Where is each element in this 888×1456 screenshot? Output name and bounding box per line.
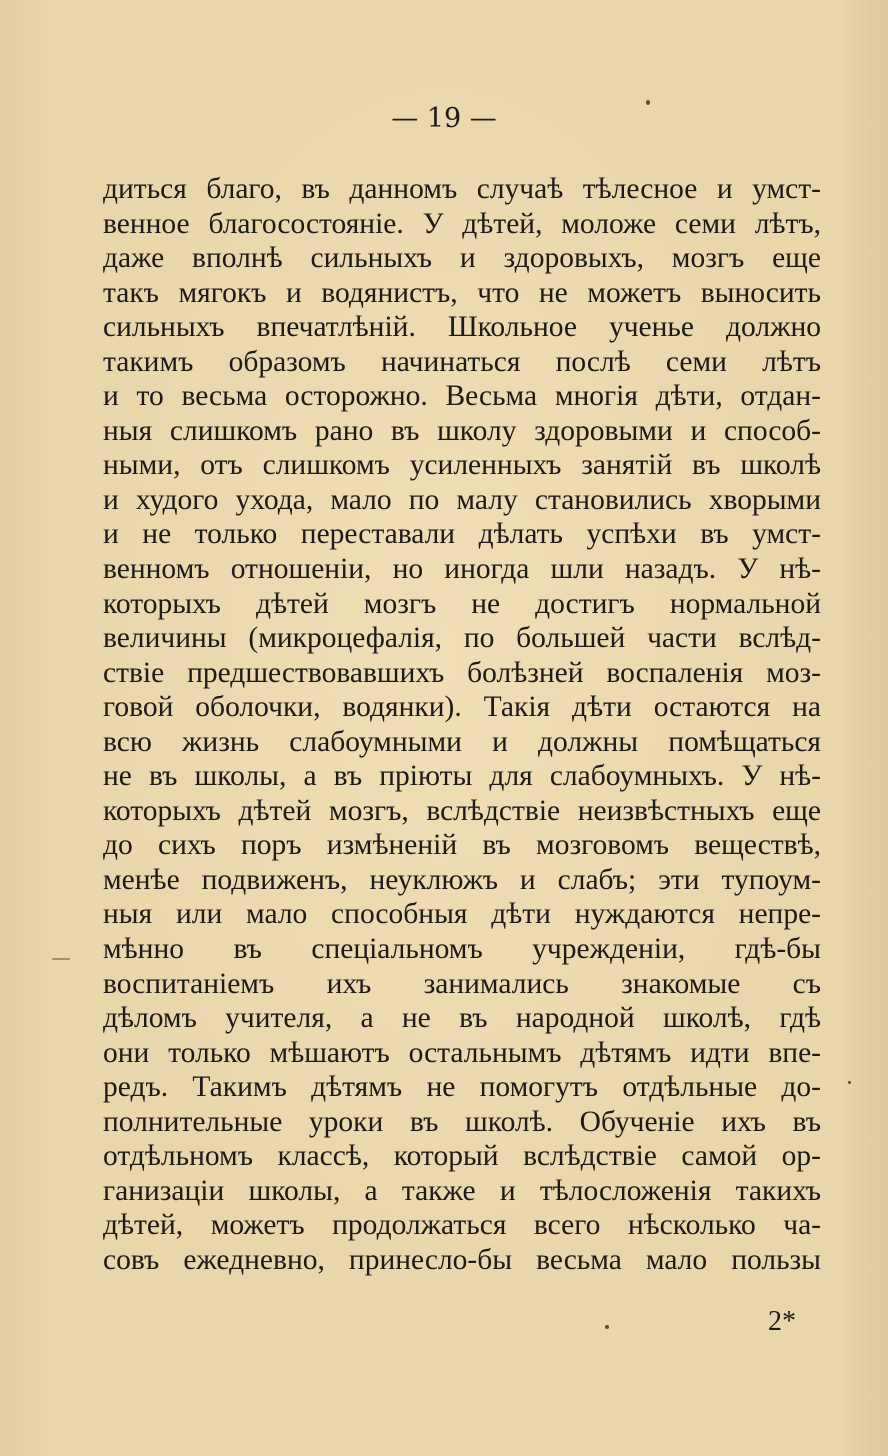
text-line: менѣе подвиженъ, неуклюжъ и слабъ; эти тупоум- — [103, 863, 821, 896]
text-line: и не только переставали дѣлать успѣхи въ умст- — [103, 518, 821, 551]
paper-speck — [646, 100, 650, 105]
paper-speck — [605, 1325, 609, 1329]
text-line: даже вполнѣ сильныхъ и здоровыхъ, мозгъ еще — [103, 242, 821, 275]
text-line: ными, отъ слишкомъ усиленныхъ занятій въ школѣ — [103, 449, 821, 482]
text-line: воспитаніемъ ихъ занимались знакомые съ — [103, 967, 821, 1000]
text-line: ганизаціи школы, а также и тѣлосложенія такихъ — [103, 1174, 821, 1207]
text-line: ныя или мало способныя дѣти нуждаются непре- — [103, 898, 821, 931]
page-number: — 19 — — [391, 103, 497, 134]
paper-speck — [848, 1081, 851, 1084]
text-line: которыхъ дѣтей мозгъ, вслѣдствіе неизвѣстныхъ еще — [103, 794, 821, 827]
text-line: не въ школы, а въ пріюты для слабоумныхъ. У нѣ- — [103, 760, 821, 793]
text-line: они только мѣшаютъ остальнымъ дѣтямъ идти впе- — [103, 1036, 821, 1069]
printer-signature: 2* — [768, 1306, 796, 1337]
text-line: сильныхъ впечатлѣній. Школьное ученье должно — [103, 311, 821, 344]
text-line: совъ ежедневно, принесло-бы весьма мало пользы — [103, 1243, 821, 1276]
text-line: ствіе предшествовавшихъ болѣзней воспаленія моз- — [103, 656, 821, 689]
text-line: венное благосостояніе. У дѣтей, моложе семи лѣтъ, — [103, 207, 821, 240]
text-line: диться благо, въ данномъ случаѣ тѣлесное и умст- — [103, 173, 821, 205]
body-text — [103, 172, 821, 1278]
text-line: полнительные уроки въ школѣ. Обученіе ихъ въ — [103, 1105, 821, 1138]
text-line: дѣтей, можетъ продолжаться всего нѣсколько ча- — [103, 1209, 821, 1242]
text-line: дѣломъ учителя, а не въ народной школѣ, гдѣ — [103, 1002, 821, 1035]
text-line: редъ. Такимъ дѣтямъ не помогутъ отдѣльные до- — [103, 1071, 821, 1104]
text-line: говой оболочки, водянки). Такія дѣти остаются на — [103, 691, 821, 724]
text-line: ныя слишкомъ рано въ школу здоровыми и способ- — [103, 414, 821, 447]
text-line: венномъ отношеніи, но иногда шли назадъ. У нѣ- — [103, 553, 821, 586]
text-line: величины (микроцефалія, по большей части вслѣд- — [103, 622, 821, 655]
text-line: мѣнно въ спеціальномъ учрежденіи, гдѣ-бы — [103, 933, 821, 966]
text-line: отдѣльномъ классѣ, который вслѣдствіе самой ор- — [103, 1140, 821, 1173]
paper-speck — [52, 958, 70, 960]
text-line: и то весьма осторожно. Весьма многія дѣти, отдан- — [103, 380, 821, 413]
text-line: такимъ образомъ начинаться послѣ семи лѣтъ — [103, 345, 821, 378]
text-line: всю жизнь слабоумными и должны помѣщаться — [103, 725, 821, 758]
text-line: такъ мягокъ и водянистъ, что не можетъ выносить — [103, 276, 821, 309]
text-line: которыхъ дѣтей мозгъ не достигъ нормальной — [103, 587, 821, 620]
text-line: до сихъ поръ измѣненій въ мозговомъ веществѣ, — [103, 829, 821, 862]
text-line: и худого ухода, мало по малу становились хворыми — [103, 483, 821, 516]
